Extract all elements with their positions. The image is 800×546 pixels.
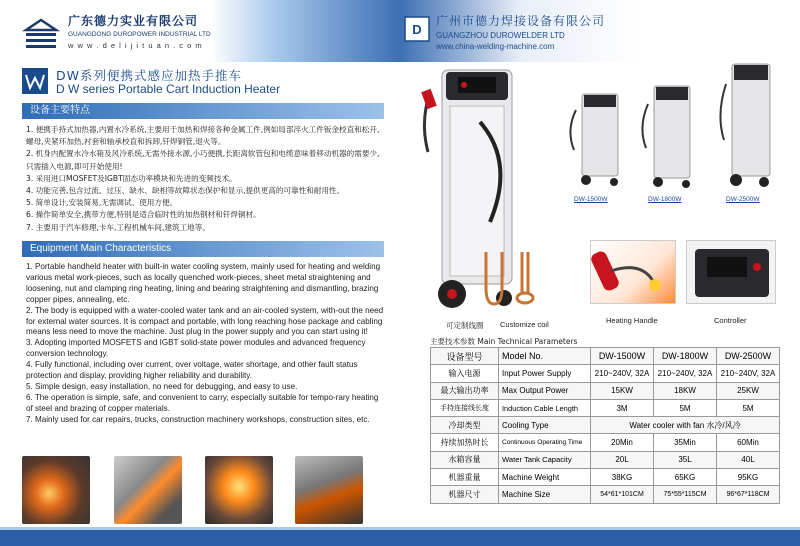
table-row	[431, 469, 780, 486]
header-blue-gradient	[210, 0, 400, 62]
features-en-list	[26, 262, 386, 426]
param-value: 95KG	[717, 469, 780, 486]
machine-dw2500-image	[718, 60, 772, 190]
machine-dw1800-image	[640, 82, 694, 192]
features-cn-list	[26, 124, 380, 234]
param-value: 35L	[654, 451, 717, 468]
table-row	[431, 382, 780, 399]
param-value: 35Min	[654, 434, 717, 451]
param-value: 5M	[717, 399, 780, 416]
param-value: 15KW	[591, 382, 654, 399]
coil-label-en: Customize coil	[500, 320, 549, 329]
table-row	[431, 399, 780, 416]
param-name-en: Input Power Supply	[499, 365, 591, 382]
features-en-heading: Equipment Main Characteristics	[22, 241, 384, 257]
model-label-dw1500: DW-1500W	[574, 196, 608, 203]
param-name-cn: 持续加热时长	[431, 434, 499, 451]
application-photo-3	[205, 456, 273, 524]
feature-en-item: 7. Mainly used for car repairs, trucks, construction machinery workshops, construction sites, etc.	[26, 414, 370, 424]
controller-image	[686, 240, 776, 304]
feature-en-item: 1. Portable handheld heater with built-in water cooling system, mainly used for heating and welding various metal work-pieces, such as locally quenched work-pieces, sheet metal straightening and loosening, nut and clamping ring heating, lining and bearing straightening and dismantling, brazing copper pipes, annealing, etc.	[26, 262, 381, 304]
param-value: 210~240V, 32A	[717, 365, 780, 382]
feature-en-item: 4. Fully functional, including over current, over voltage, water shortage, and other fault status protection and display, providing higher reliability and durability.	[26, 360, 358, 381]
feature-en-item: 3. Adopting imported MOSFETS and IGBT solid-state power modules and advanced frequency conversion technology.	[26, 338, 366, 359]
right-company-name-cn: 广州市德力焊接设备有限公司	[436, 14, 606, 28]
param-value: 3M	[591, 399, 654, 416]
controller-label: Controller	[714, 316, 747, 325]
param-value: 40L	[717, 451, 780, 468]
param-name-cn: 手持连接线长度	[431, 399, 499, 416]
table-row	[431, 451, 780, 468]
page-title-cn: DW系列便携式感应加热手推车	[56, 68, 242, 83]
param-value: 210~240V, 32A	[591, 365, 654, 382]
feature-en-item: 2. The body is equipped with a water-cooled water tank and an air-cooled system, with-out the need for external water sources. It is compact and portable, with long reaching hose package and cabling means less need to move the machine. Just plug in the power supply and you can start using it!	[26, 305, 384, 337]
right-company-website: www.china-welding-machine.com	[436, 42, 555, 51]
param-name-cn: 水箱容量	[431, 451, 499, 468]
machine-dw1500-image	[568, 90, 622, 190]
param-name-cn: 设备型号	[431, 348, 499, 365]
param-value: 38KG	[591, 469, 654, 486]
param-name-en: Machine Weight	[499, 469, 591, 486]
table-row	[431, 486, 780, 503]
feature-cn-item: 7. 主要用于汽车修理,卡车,工程机械车间,建筑工地等。	[26, 222, 210, 232]
feature-cn-item: 3. 采用进口MOSFET及IGBT固态功率模块和先进的变频技术。	[26, 173, 237, 183]
heating-handle-label: Heating Handle	[606, 316, 658, 325]
left-company-info	[68, 12, 211, 50]
params-heading: 主要技术参数 Main Technical Parameters	[430, 337, 578, 346]
param-value: 75*55*115CM	[654, 486, 717, 503]
param-value: 54*61*101CM	[591, 486, 654, 503]
table-row	[431, 434, 780, 451]
param-name-en: Cooling Type	[499, 417, 591, 434]
page-title-en: D W series Portable Cart Induction Heater	[56, 82, 281, 96]
feature-en-item: 5. Simple design, easy installation, no need for debugging, and easy to use.	[26, 381, 298, 391]
right-company-name-en: GUANGZHOU DUROWELDER LTD	[436, 31, 565, 40]
param-value: 96*67*118CM	[717, 486, 780, 503]
param-value: 18KW	[654, 382, 717, 399]
table-row	[431, 417, 780, 434]
param-value: 20Min	[591, 434, 654, 451]
table-row	[431, 365, 780, 382]
param-name-en: Max Output Power	[499, 382, 591, 399]
param-value: DW-1800W	[654, 348, 717, 365]
series-w-icon	[22, 68, 48, 94]
table-row	[431, 348, 780, 365]
param-value: 25KW	[717, 382, 780, 399]
features-cn-heading: 设备主要特点	[22, 103, 384, 119]
coil-label-cn: 可定制线圈	[446, 321, 484, 330]
feature-en-item: 6. The operation is simple, safe, and convenient to carry, especially suitable for tempo-rary heating of steel and brazing of copper materials.	[26, 392, 379, 413]
param-name-en: Water Tank Capacity	[499, 451, 591, 468]
params-table	[430, 347, 780, 504]
feature-cn-item: 1. 便携手持式加热器,内置水冷系统,主要用于加热和焊接各种金属工件,例如局部淬火工件钣金校直和松开,螺母,夹紧环加热,衬套和轴承校直和拆卸,钎焊铜管,退火等。	[26, 125, 380, 147]
durowelder-logo-icon	[404, 16, 430, 42]
application-photo-4	[295, 456, 363, 524]
application-photo-1	[22, 456, 90, 524]
left-company-name-cn: 广东德力实业有限公司	[68, 14, 199, 28]
param-value: 65KG	[654, 469, 717, 486]
heating-handle-image	[590, 240, 676, 304]
param-value: 20L	[591, 451, 654, 468]
param-value: 60Min	[717, 434, 780, 451]
param-name-cn: 输入电源	[431, 365, 499, 382]
param-name-cn: 机器重量	[431, 469, 499, 486]
param-name-en: Model No.	[499, 348, 591, 365]
param-value: DW-1500W	[591, 348, 654, 365]
param-name-en: Machine Size	[499, 486, 591, 503]
company-logo-icon	[22, 14, 60, 52]
model-label-dw2500: DW-2500W	[726, 196, 760, 203]
custom-coils-image	[476, 248, 548, 314]
param-value: DW-2500W	[717, 348, 780, 365]
model-label-dw1800: DW-1800W	[648, 196, 682, 203]
param-value: Water cooler with fan 水冷/风冷	[591, 417, 780, 434]
footer-bar	[0, 530, 800, 546]
param-name-en: Continuous Operating Time	[499, 434, 591, 451]
param-name-cn: 机器尺寸	[431, 486, 499, 503]
left-company-name-en: GUANGDONG DUROPOWER INDUSTRIAL LTD	[68, 31, 211, 38]
param-name-cn: 冷却类型	[431, 417, 499, 434]
param-value: 5M	[654, 399, 717, 416]
param-name-en: Induction Cable Length	[499, 399, 591, 416]
param-value: 210~240V, 32A	[654, 365, 717, 382]
feature-cn-item: 5. 简单设计,安装简易,无需调试、使用方便。	[26, 198, 178, 208]
application-photo-2	[114, 456, 182, 524]
feature-cn-item: 2. 机身内配置水冷水箱及风冷系统,无需外接水源,小巧便携,长距离软管包和电缆意味着移动机器的需要少,只需插入电源,即可开始使用!	[26, 149, 380, 171]
feature-cn-item: 4. 功能完善,包含过流、过压、缺水、缺相等故障状态保护和显示,提供更高的可靠性和耐用性。	[26, 186, 345, 196]
right-company-info	[436, 12, 605, 51]
svg-text:D: D	[412, 22, 422, 37]
feature-cn-item: 6. 操作简单安全,携带方便,特别是适合临时性的加热钢材和钎焊铜材。	[26, 210, 261, 220]
left-company-website: w w w . d e l i j i t u a n . c o m	[68, 41, 203, 50]
param-name-cn: 最大输出功率	[431, 382, 499, 399]
